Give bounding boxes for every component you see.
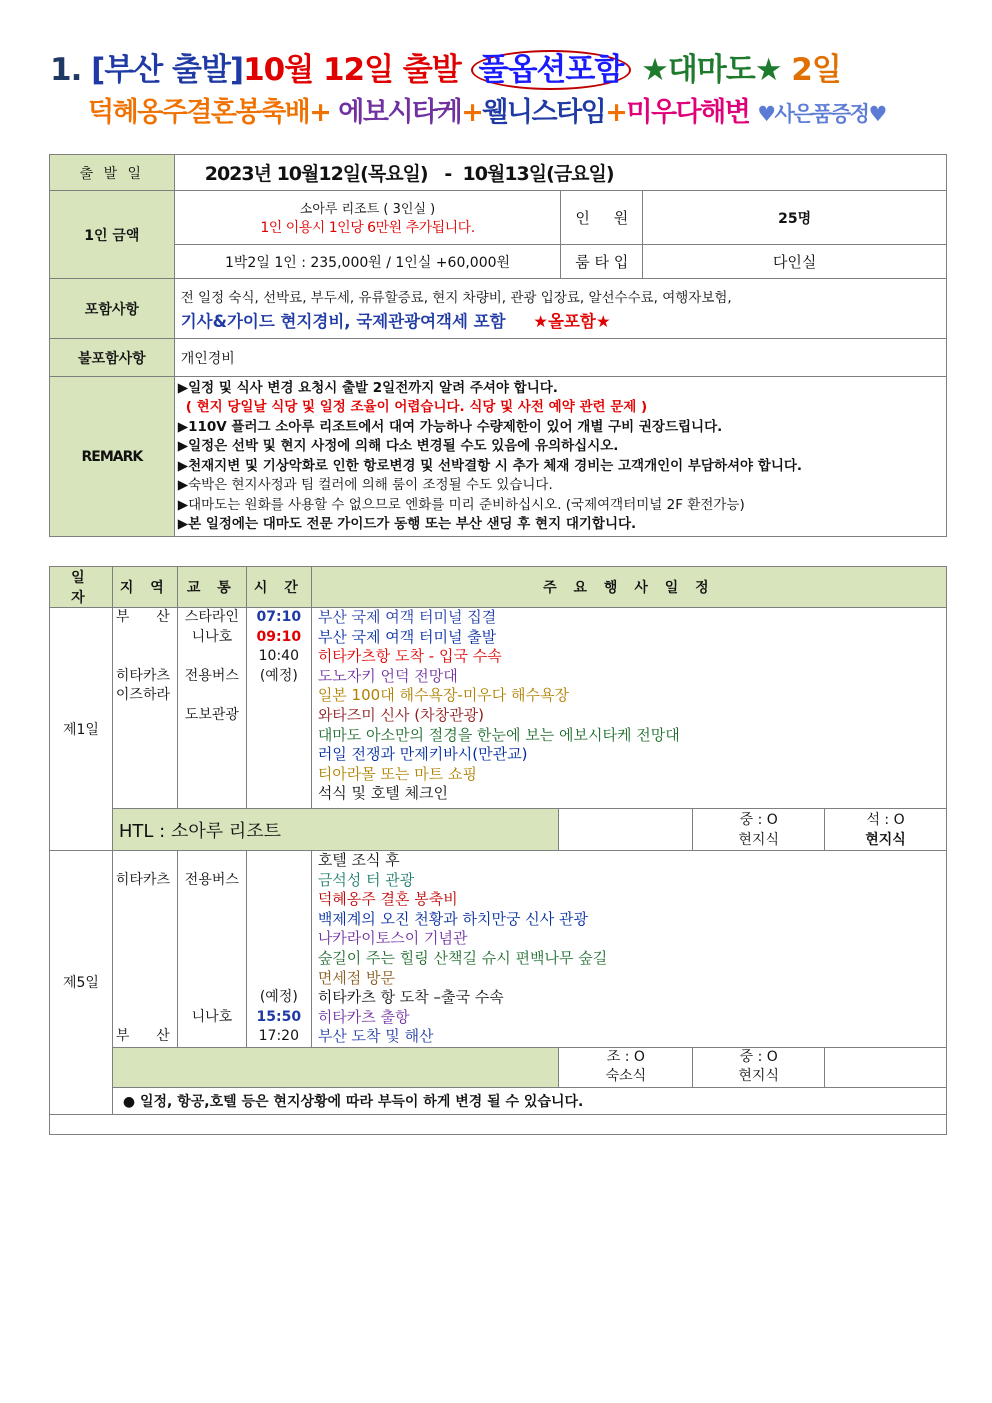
remark-item: ▶본 일정에는 대마도 전문 가이드가 동행 또는 부산 샌딩 후 현지 대기합니다. [177,516,637,532]
include-cell [174,279,946,339]
header-time: 시 간 [246,567,311,608]
header-transport: 교 통 [177,567,246,608]
exclude-label: 불포함사항 [50,339,175,377]
include-label: 포함사항 [50,279,175,339]
remark-item: ▶천재지변 및 기상악화로 인한 항로변경 및 선박결항 시 추가 체재 경비는 고객개인이 부담하셔야 합니다. [177,457,803,474]
people-label: 인 원 [561,191,643,245]
event: 면세점 방문 [317,968,396,987]
subtitle-part: 웰니스타임 [482,97,606,128]
include-highlight: 기사&가이드 현지경비, 국제관광여객세 포함 [180,311,506,331]
event: 도노자키 언덕 전망대 [317,666,458,685]
title-departure: [부산 출발] [91,52,244,88]
event: 와타즈미 신사 (차창관광) [317,705,484,724]
subtitle-part: 미우다해변 [626,97,750,128]
day1-times [246,608,311,809]
subtitle-part: 에보시타케 [338,97,462,128]
time: (예정) [259,989,298,1006]
event: 석식 및 호텔 체크인 [317,784,449,803]
event: 히타카츠항 도착 - 입국 수속 [317,647,502,666]
event: 부산 도착 및 해산 [317,1027,434,1046]
event: 숲길이 주는 힐링 산책길 슈시 편백나무 숲길 [317,948,608,967]
star-icon: ★ [754,52,782,88]
single-room-note: 1인 이용시 1인당 6만원 추가됩니다. [260,220,475,236]
transport: 스타라인 [184,609,239,625]
exclude-value: 개인경비 [174,339,946,377]
title-number: 1. [50,52,82,88]
time: (예정) [259,667,298,684]
price-value: 1박2일 1인 : 235,000원 / 1인실 +60,000원 [174,245,561,279]
event: 부산 국제 여객 터미널 출발 [317,627,497,646]
region: 히타카츠 [115,667,170,684]
transport: 전용버스 [184,871,239,888]
title-option: 풀옵션포함 [471,50,632,90]
remark-label: REMARK [50,377,175,537]
event: 나카라이토스이 기념관 [317,929,468,948]
room-label: 룸 타 입 [561,245,643,279]
remark-item: ▶110V 플러그 소아루 리조트에서 대여 가능하나 수량제한이 있어 개별 구비 권장드립니다. [177,418,723,435]
day2-breakfast: 조 : O 숙소식 [559,1047,693,1087]
remark-item: ▶대마도는 원화를 사용할 수 없으므로 엔화를 미리 준비하십시오. (국제여객터미널 2F 환전가능) [177,496,745,513]
page-subtitle: 덕혜옹주결혼봉축배+ 에보시타케+웰니스타임+미우다해변 ♥사은품증정♥ [88,97,886,128]
event: 대마도 아소만의 절경을 한눈에 보는 에보시타케 전망대 [317,725,680,744]
trip-info-table [49,154,947,537]
title-destination: 대마도 [667,52,755,88]
day2-label: 제5일 [50,851,113,1115]
header-events: 주 요 행 사 일 정 [311,567,946,608]
depart-value: 2023년 10월12일(목요일) - 10월13일(금요일) [174,155,946,191]
transport: 도보관광 [184,706,239,723]
event: 티아라몰 또는 마트 쇼핑 [317,764,478,783]
resort-cell [174,191,561,245]
time: 10:40 [258,648,299,665]
event: 일본 100대 해수욕장-미우다 해수욕장 [317,686,570,705]
transport: 니나호 [191,628,233,645]
region: 부 산 [115,1028,170,1045]
schedule-note: ● 일정, 항공,호텔 등은 현지상황에 따라 부득이 하게 변경 될 수 있습니다. [112,1087,946,1114]
all-included-badge: ★올포함★ [533,311,611,331]
gift-note: ♥사은품증정♥ [757,102,886,126]
event: 덕혜옹주 결혼 봉축비 [317,890,458,909]
transport: 니나호 [191,1008,233,1025]
day1-transport [177,608,246,809]
event: 부산 국제 여객 터미널 집결 [317,608,497,626]
day1-label: 제1일 [50,608,113,851]
event: 금석성 터 관광 [317,870,415,889]
event: 러일 전쟁과 만제키바시(만관교) [317,745,528,764]
region: 이즈하라 [115,687,170,704]
event: 히타카츠 출항 [317,1007,410,1026]
region: 부 산 [115,609,170,625]
transport: 전용버스 [184,667,239,684]
day1-hotel: HTL : 소아루 리조트 [112,809,559,851]
region: 히타카츠 [115,871,170,888]
day2-transport [177,851,246,1048]
day1-lunch: 중 : O 현지식 [693,809,825,851]
remark-item: ▶일정 및 식사 변경 요청시 출발 2일전까지 알려 주셔야 합니다. [177,379,558,396]
people-value: 25명 [643,191,947,245]
schedule-table [49,566,947,1135]
remark-item: ▶일정은 선박 및 현지 사정에 의해 다소 변경될 수도 있음에 유의하십시오. [177,438,619,454]
remark-list [174,377,946,537]
page-title [50,44,841,89]
price-label: 1인 금액 [50,191,175,279]
include-line: 전 일정 숙식, 선박료, 부두세, 유류할증료, 현지 차량비, 관광 입장료, 알선수수료, 여행자보험, [180,289,732,306]
event: 히타카츠 항 도착 –출국 수속 [317,988,504,1007]
time: 17:20 [258,1028,299,1045]
star-icon: ★ [641,52,668,88]
event: 백제계의 오진 천황과 하치만궁 신사 관광 [317,909,588,928]
remark-item: ▶숙박은 현지사정과 팀 컬러에 의해 룸이 조정될 수도 있습니다. [177,477,553,493]
empty-row [50,1114,947,1134]
event: 호텔 조식 후 [317,851,400,869]
day1-events [311,608,946,809]
time: 09:10 [256,628,302,645]
time: 15:50 [256,1008,302,1025]
header-date: 일 자 [50,567,113,608]
day2-hotel-cell [112,1047,559,1087]
day2-events [311,851,946,1048]
day2-lunch: 중 : O 현지식 [693,1047,825,1087]
room-value: 다인실 [643,245,947,279]
day2-times [246,851,311,1048]
time: 07:10 [256,609,302,625]
title-days: 2일 [791,52,841,88]
depart-label: 출 발 일 [50,155,175,191]
day2-regions [112,851,177,1048]
resort-name: 소아루 리조트 ( 3인실 ) [299,202,436,217]
title-date: 10월 12일 출발 [243,52,461,88]
remark-item: ( 현지 당일날 식당 및 일정 조율이 어렵습니다. 식당 및 사전 예약 관련 문제 ) [185,399,648,415]
day1-dinner: 석 : O 현지식 [825,809,947,851]
subtitle-part: 덕혜옹주결혼봉축배+ [88,97,331,128]
header-region: 지 역 [112,567,177,608]
day1-regions [112,608,177,809]
